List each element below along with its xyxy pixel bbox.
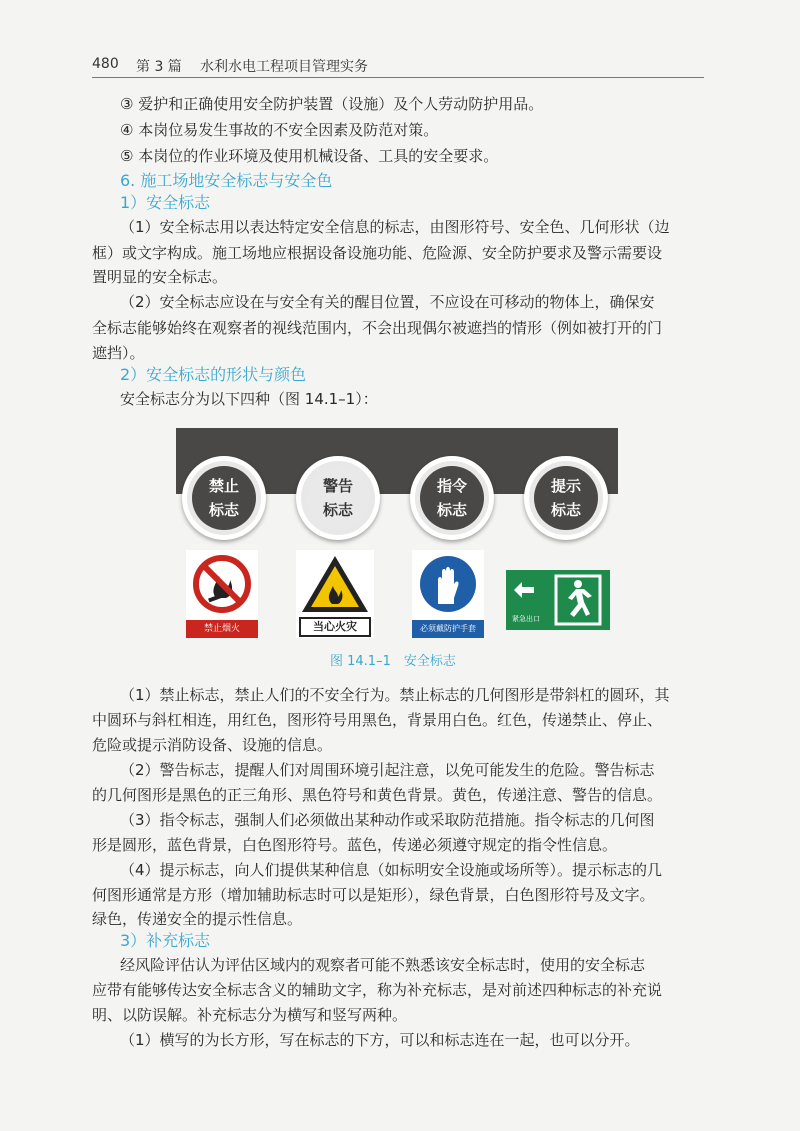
paragraph-line: 全标志能够始终在观察者的视线范围内，不会出现偶尔被遮挡的情形（例如被打开的门 (92, 319, 663, 337)
paragraph-line: （2）警告标志，提醒人们对周围环境引起注意，以免可能发生的危险。警告标志 (120, 761, 655, 779)
part-label: 第 3 篇 (136, 59, 182, 75)
paragraph-line: 安全标志分为以下四种（图 14.1–1）： (120, 390, 378, 408)
list-item: ③ 爱护和正确使用安全防护装置（设施）及个人劳动防护用品。 (120, 95, 544, 113)
badge-prohibition (182, 456, 266, 540)
sign-label: 必须戴防护手套 (420, 624, 476, 633)
subsection-title: 2）安全标志的形状与颜色 (120, 365, 307, 384)
paragraph-line: （4）提示标志，向人们提供某种信息（如标明安全设施或场所等）。提示标志的几 (120, 861, 663, 879)
subsection-title: 1）安全标志 (120, 193, 211, 212)
paragraph-line: 经风险评估认为评估区域内的观察者可能不熟悉该安全标志时，使用的安全标志 (120, 956, 646, 974)
emergency-exit-sign (506, 570, 610, 630)
badge-information (524, 456, 608, 540)
list-item: ④ 本岗位易发生事故的不安全因素及防范对策。 (120, 121, 439, 139)
figure-caption: 图 14.1–1 安全标志 (330, 654, 456, 669)
badge-label: 标志 (322, 501, 353, 519)
paragraph-line: 形是圆形，蓝色背景，白色图形符号。蓝色，传递必须遵守规定的指令性信息。 (92, 836, 618, 854)
safety-signs-figure (176, 428, 618, 642)
paragraph-line: 应带有能够传达安全标志含义的辅助文字，称为补充标志，是对前述四种标志的补充说 (92, 981, 663, 999)
paragraph-line: 绿色，传递安全的提示性信息。 (92, 910, 303, 928)
sign-label: 禁止烟火 (203, 624, 240, 634)
paragraph-line: 遮挡）。 (92, 344, 145, 362)
list-item: ⑤ 本岗位的作业环境及使用机械设备、工具的安全要求。 (120, 147, 499, 165)
paragraph-line: （1）禁止标志，禁止人们的不安全行为。禁止标志的几何图形是带斜杠的圆环，其 (120, 686, 670, 704)
fire-warning-sign (296, 550, 374, 638)
paragraph-line: （1）安全标志用以表达特定安全信息的标志，由图形符号、安全色、几何形状（边 (120, 218, 670, 236)
badge-label: 标志 (436, 501, 467, 519)
page-number: 480 (92, 56, 119, 72)
badge-warning (296, 456, 380, 540)
badge-label: 禁止 (208, 477, 239, 495)
badge-label: 提示 (550, 477, 581, 495)
paragraph-line: 危险或提示消防设备、设施的信息。 (92, 736, 333, 754)
badge-label: 标志 (550, 501, 581, 519)
badge-label: 标志 (208, 501, 239, 519)
paragraph-line: 何图形通常是方形（增加辅助标志时可以是矩形），绿色背景，白色图形符号及文字。 (92, 886, 655, 904)
gloves-mandatory-sign (412, 550, 484, 638)
paragraph-line: 明、以防误解。补充标志分为横写和竖写两种。 (92, 1006, 408, 1024)
badge-mandatory (410, 456, 494, 540)
paragraph-line: 框）或文字构成。施工场地应根据设备设施功能、危险源、安全防护要求及警示需要设 (92, 244, 663, 262)
no-fire-sign (186, 550, 258, 638)
paragraph-line: 置明显的安全标志。 (92, 268, 228, 286)
book-title: 水利水电工程项目管理实务 (200, 59, 368, 75)
paragraph-line: （3）指令标志，强制人们必须做出某种动作或采取防范措施。指令标志的几何图 (120, 811, 655, 829)
paragraph-line: 的几何图形是黑色的正三角形、黑色符号和黄色背景。黄色，传递注意、警告的信息。 (92, 786, 663, 804)
header-rule (92, 77, 704, 78)
paragraph-line: （1）横写的为长方形，写在标志的下方，可以和标志连在一起，也可以分开。 (120, 1031, 640, 1049)
section-title: 6. 施工场地安全标志与安全色 (120, 171, 333, 190)
badge-label: 指令 (436, 477, 467, 495)
subsection-title: 3）补充标志 (120, 931, 211, 950)
sign-label: 当心火灾 (313, 620, 357, 633)
paragraph-line: 中圆环与斜杠相连，用红色，图形符号用黑色，背景用白色。红色，传递禁止、停止、 (92, 711, 663, 729)
paragraph-line: （2）安全标志应设在与安全有关的醒目位置，不应设在可移动的物体上，确保安 (120, 293, 655, 311)
badge-label: 警告 (322, 477, 353, 495)
sign-label: 紧急出口 (512, 615, 540, 623)
